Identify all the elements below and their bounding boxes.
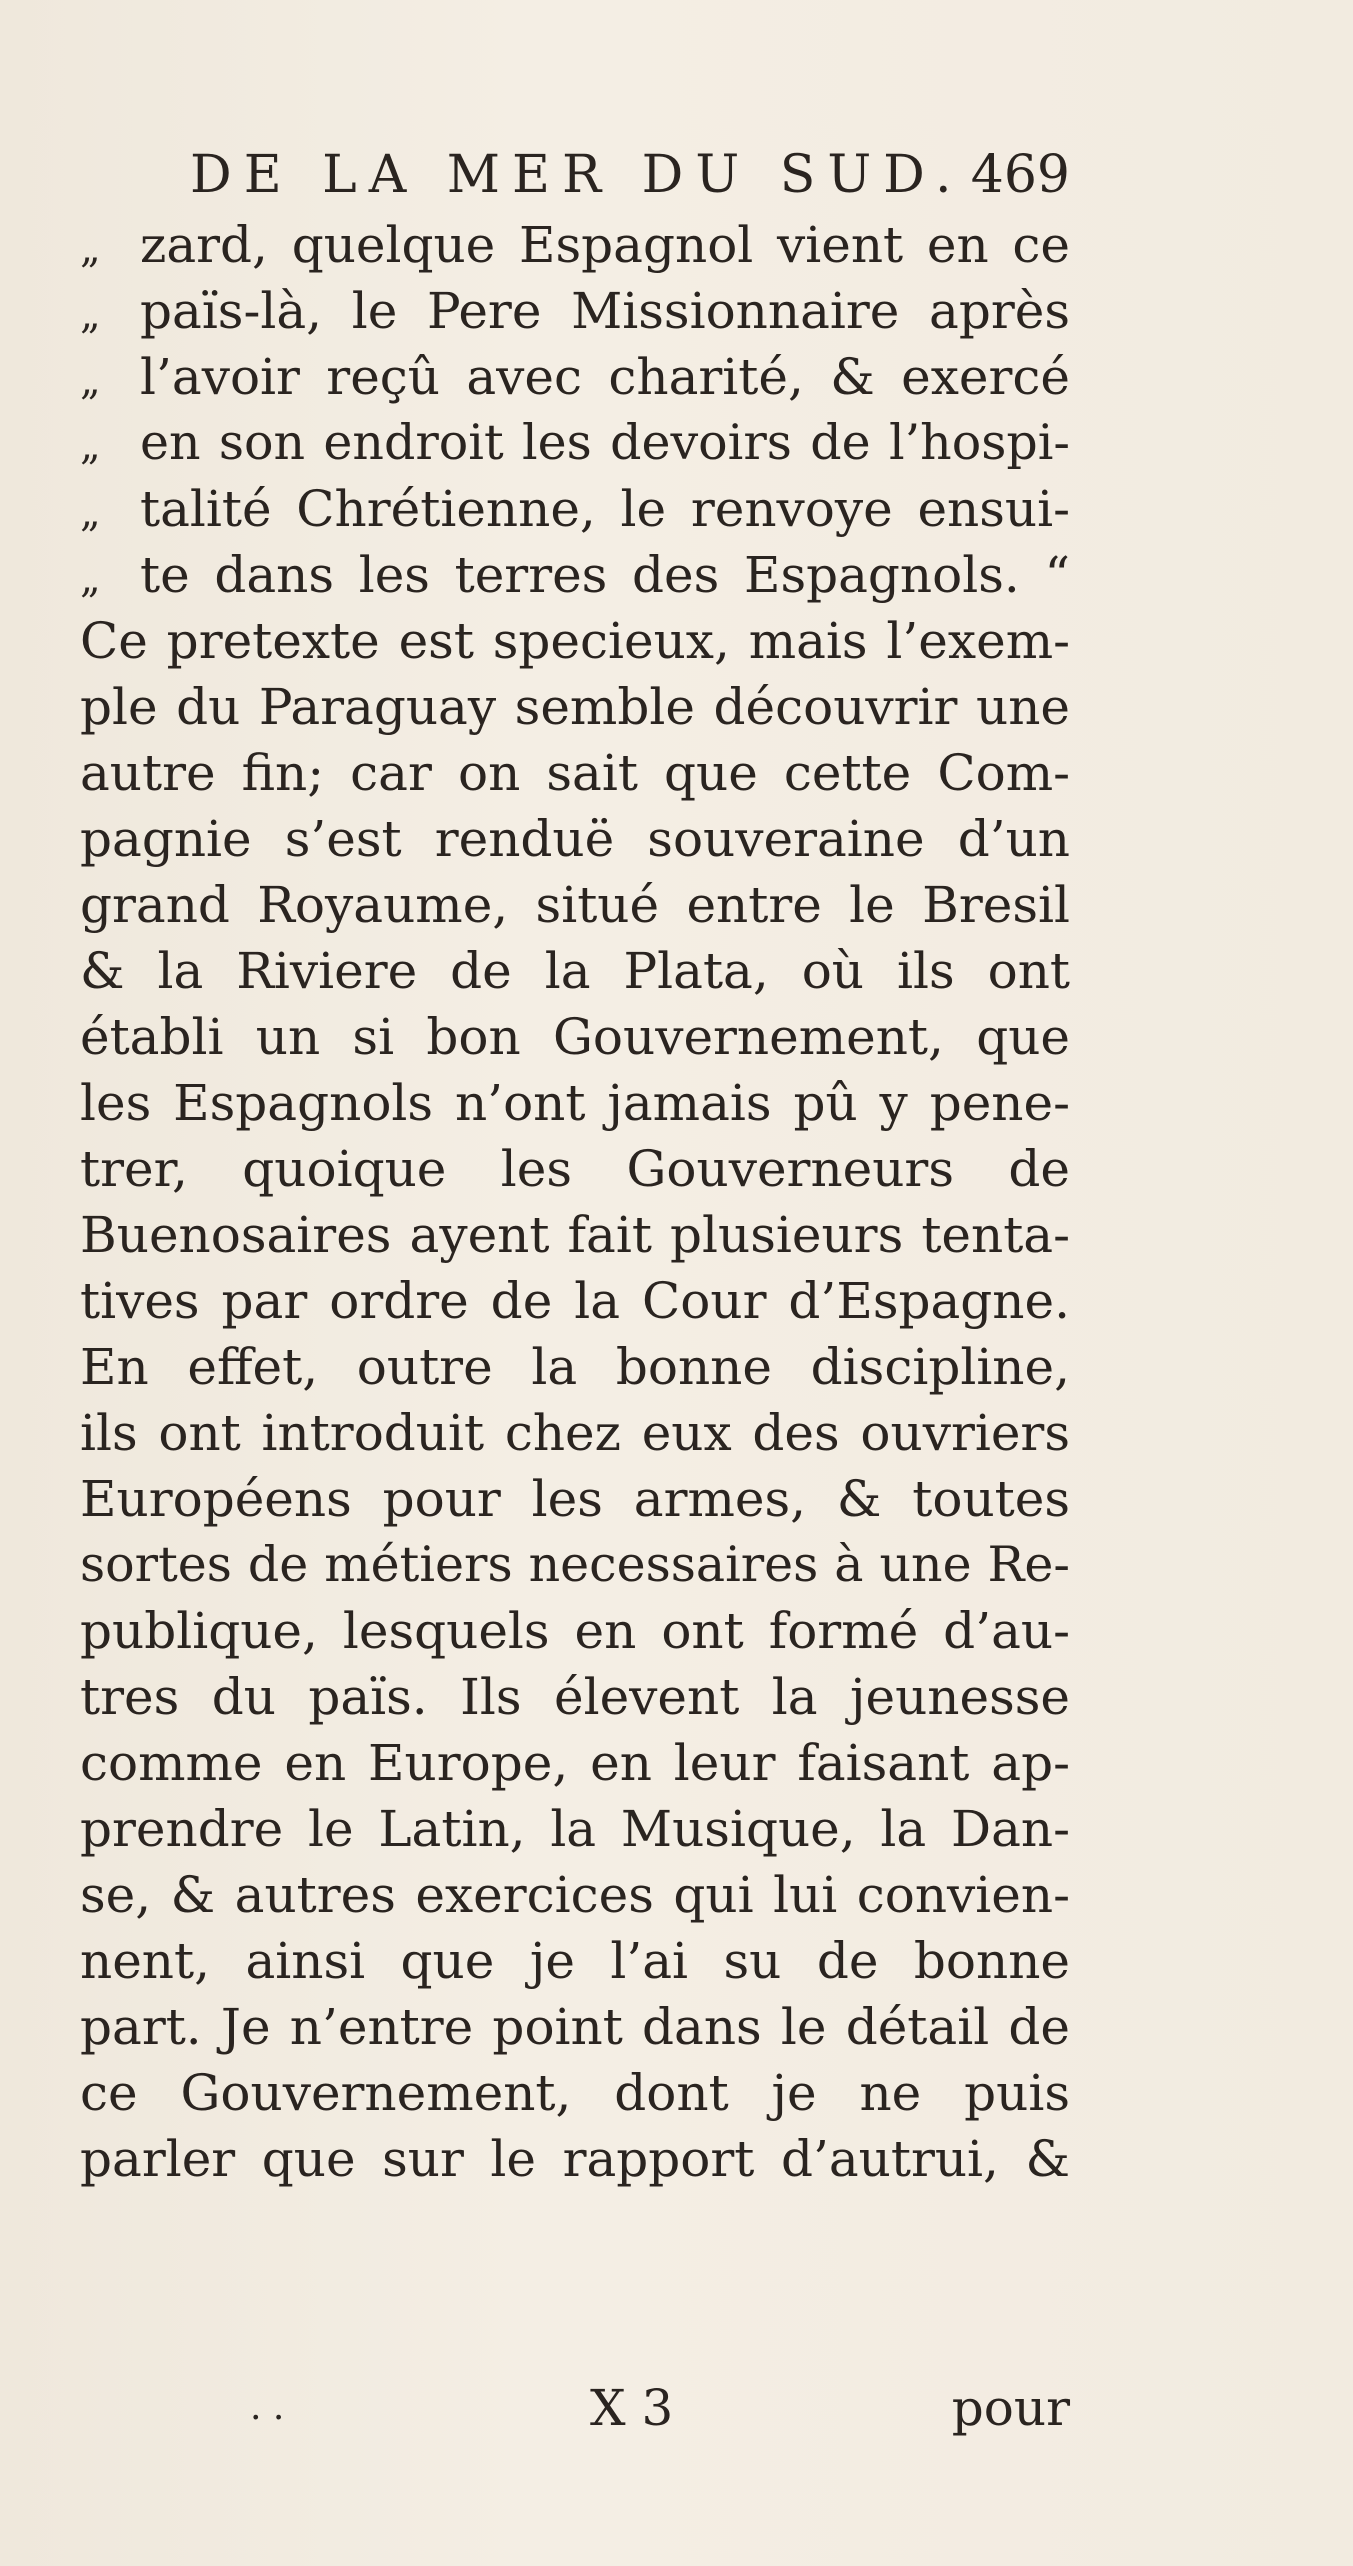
line-text: te dans les terres des Espagnols. “ xyxy=(140,546,1070,604)
line-text: ce Gouvernement, dont je ne puis xyxy=(80,2064,1070,2122)
line-text: zard, quelque Espagnol vient en ce xyxy=(140,216,1070,274)
line-text: Européens pour les armes, & toutes xyxy=(80,1470,1070,1528)
text-line xyxy=(80,1400,1070,1466)
line-text: sortes de métiers necessaires à une Re- xyxy=(80,1536,1070,1593)
line-text: publique, lesquels en ont formé d’au- xyxy=(80,1602,1070,1660)
text-line xyxy=(80,872,1070,938)
quotation-mark: „ xyxy=(80,358,101,404)
text-line xyxy=(80,212,1070,278)
line-text: l’avoir reçû avec charité, & exercé xyxy=(140,348,1070,406)
quotation-mark: „ xyxy=(80,490,101,536)
page-number: 469 xyxy=(970,145,1070,205)
text-line xyxy=(80,1004,1070,1070)
line-text: Buenosaires ayent fait plusieurs tenta- xyxy=(80,1206,1070,1264)
line-text: En effet, outre la bonne discipline, xyxy=(80,1338,1070,1396)
page-header xyxy=(190,145,1070,205)
text-line xyxy=(80,542,1070,608)
line-text: ple du Paraguay semble découvrir une xyxy=(80,678,1070,736)
text-line xyxy=(80,1070,1070,1136)
line-text: parler que sur le rapport d’autrui, & xyxy=(80,2130,1070,2188)
text-line xyxy=(80,674,1070,740)
text-line xyxy=(80,1466,1070,1532)
text-line xyxy=(80,1928,1070,1994)
text-line xyxy=(80,938,1070,1004)
text-line xyxy=(80,476,1070,542)
text-line xyxy=(80,740,1070,806)
text-line xyxy=(80,806,1070,872)
text-line xyxy=(80,344,1070,410)
text-line xyxy=(80,608,1070,674)
text-line xyxy=(80,1796,1070,1862)
text-line xyxy=(80,2060,1070,2126)
line-text: grand Royaume, situé entre le Bresil xyxy=(80,876,1070,934)
text-line xyxy=(80,1202,1070,1268)
line-text: tives par ordre de la Cour d’Espagne. xyxy=(80,1272,1070,1330)
line-text: païs-là, le Pere Missionnaire après xyxy=(140,282,1070,340)
line-text: talité Chrétienne, le renvoye ensui- xyxy=(140,480,1070,538)
text-line xyxy=(80,1862,1070,1928)
line-text: en son endroit les devoirs de l’hospi- xyxy=(140,414,1070,471)
text-line xyxy=(80,1136,1070,1202)
text-line xyxy=(80,2126,1070,2192)
line-text: part. Je n’entre point dans le détail de xyxy=(80,1998,1070,2056)
line-text: établi un si bon Gouvernement, que xyxy=(80,1008,1070,1066)
line-text: les Espagnols n’ont jamais pû y pene- xyxy=(80,1074,1070,1132)
quotation-mark: „ xyxy=(80,226,101,272)
quotation-mark: „ xyxy=(80,423,101,469)
text-line xyxy=(80,1994,1070,2060)
line-text: ils ont introduit chez eux des ouvriers xyxy=(80,1404,1070,1462)
text-line xyxy=(80,1268,1070,1334)
line-text: se, & autres exercices qui lui convien- xyxy=(80,1866,1070,1924)
text-line xyxy=(80,1598,1070,1664)
line-text: pagnie s’est renduë souveraine d’un xyxy=(80,810,1070,868)
quotation-mark: „ xyxy=(80,556,101,602)
signature-mark: X 3 xyxy=(590,2379,674,2437)
line-text: autre fin; car on sait que cette Com- xyxy=(80,744,1070,802)
footer-dots: . . xyxy=(250,2387,285,2428)
text-line xyxy=(80,1532,1070,1598)
body-text xyxy=(80,212,1070,2192)
catchword: pour xyxy=(951,2379,1070,2437)
text-line xyxy=(80,1730,1070,1796)
line-text: Ce pretexte est specieux, mais l’exem- xyxy=(80,612,1070,670)
line-text: prendre le Latin, la Musique, la Dan- xyxy=(80,1800,1070,1858)
line-text: trer, quoique les Gouverneurs de xyxy=(80,1140,1070,1198)
quotation-mark: „ xyxy=(80,292,101,338)
line-text: nent, ainsi que je l’ai su de bonne xyxy=(80,1932,1070,1990)
text-line xyxy=(80,1334,1070,1400)
line-text: & la Riviere de la Plata, où ils ont xyxy=(80,942,1070,1000)
running-title: DE LA MER DU SUD. xyxy=(190,145,964,205)
line-text: tres du païs. Ils élevent la jeunesse xyxy=(80,1668,1070,1726)
line-text: comme en Europe, en leur faisant ap- xyxy=(80,1734,1070,1792)
page-footer xyxy=(80,2378,1070,2438)
text-line xyxy=(80,410,1070,476)
text-line xyxy=(80,278,1070,344)
text-line xyxy=(80,1664,1070,1730)
